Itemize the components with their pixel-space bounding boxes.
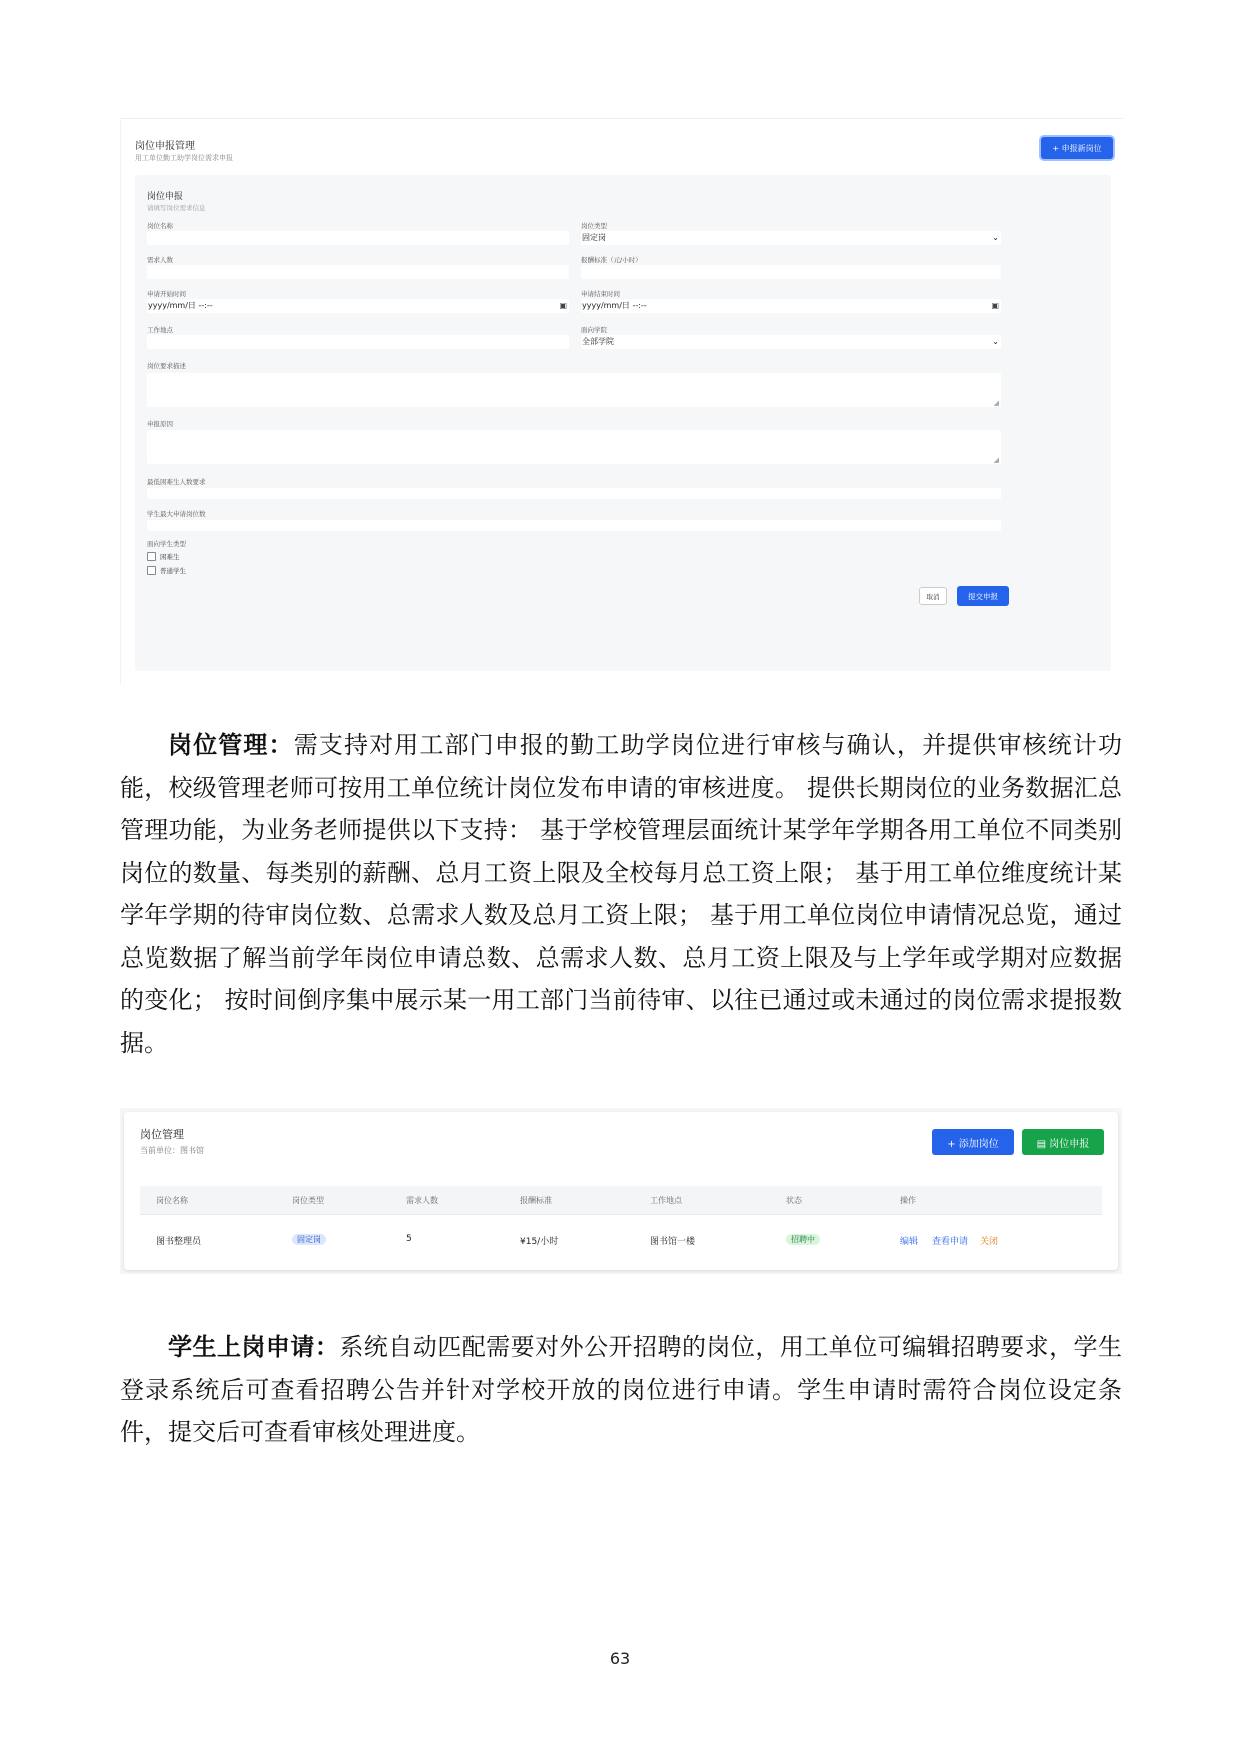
edit-link[interactable]: 编辑 (900, 1237, 919, 1247)
chevron-down-icon: ⌄ (992, 233, 999, 242)
paragraph-heading: 岗位管理： (168, 731, 294, 759)
col-header-name: 岗位名称 (156, 1196, 188, 1205)
new-job-button[interactable]: + 申报新岗位 (1041, 137, 1113, 159)
panel-subtitle: 请填写岗位需求信息 (147, 204, 206, 212)
col-header-status: 状态 (786, 1196, 802, 1205)
calendar-icon[interactable]: ▣ (559, 301, 567, 310)
max-apply-label: 学生最大申请岗位数 (147, 510, 206, 518)
cell-job-name: 图书整理员 (156, 1237, 202, 1247)
college-label: 面向学院 (581, 326, 607, 334)
job-type-badge: 固定岗 (292, 1234, 326, 1245)
normal-student-checkbox[interactable] (147, 566, 156, 575)
job-management-card (124, 1112, 1118, 1270)
cell-location: 图书馆一楼 (650, 1237, 696, 1247)
current-unit: 当前单位：图书馆 (140, 1146, 204, 1155)
cell-status (786, 1234, 820, 1245)
max-apply-input[interactable] (147, 520, 1001, 531)
paragraph-body: 需支持对用工部门申报的勤工助学岗位进行审核与确认，并提供审核统计功能，校级管理老师可按用工单位统计岗位发布申请的审核进度。 提供长期岗位的业务数据汇总管理功能，为业务老师提供以下支持： 基于学校管理层面统计某学年学期各用工单位不同类别岗位的数量、每类别的薪酬、总月工资上限及全校每月总工资上限； 基于用工单位维度统计某学年学期的待审岗位数、总需求人数及总月工资上限； 基于用工单位岗位申请情况总览，通过总览数据了解当前学年岗位申请总数、总需求人数、总月工资上限及与上学年或学期对应数据的变化； 按时间倒序集中展示某一用工部门当前待审、以往已通过或未通过的岗位需求提报数据。 (120, 731, 1123, 1057)
view-applications-link[interactable]: 查看申请 (932, 1237, 969, 1247)
job-type-label: 岗位类型 (581, 222, 607, 230)
application-form-screenshot (120, 118, 1123, 684)
close-link[interactable]: 关闭 (980, 1237, 999, 1247)
col-header-actions: 操作 (900, 1196, 916, 1205)
cell-pay: ¥15/小时 (520, 1237, 559, 1247)
page-title: 岗位申报管理 (135, 141, 195, 152)
start-time-value: yyyy/mm/日 --:-- (148, 301, 213, 310)
job-management-paragraph (120, 724, 1122, 1064)
col-header-location: 工作地点 (650, 1196, 682, 1205)
resize-handle-icon[interactable]: ◢ (993, 399, 999, 407)
resize-handle-icon[interactable]: ◢ (993, 456, 999, 464)
job-name-input[interactable] (147, 231, 569, 245)
paragraph-heading: 学生上岗申请： (168, 1333, 340, 1361)
start-time-label: 申请开始时间 (147, 290, 186, 298)
panel-title: 岗位申报 (147, 192, 184, 202)
job-management-screenshot (120, 1108, 1122, 1274)
submit-button[interactable]: 提交申报 (957, 586, 1009, 606)
poor-student-label: 困难生 (160, 553, 180, 561)
location-input[interactable] (147, 335, 569, 349)
reason-label: 申报原因 (147, 420, 173, 428)
chevron-down-icon: ⌄ (992, 337, 999, 346)
description-label: 岗位要求描述 (147, 362, 186, 370)
col-header-type: 岗位类型 (292, 1196, 324, 1205)
job-apply-button[interactable]: ▤ 岗位申报 (1022, 1129, 1104, 1155)
normal-student-label: 普通学生 (160, 567, 186, 575)
job-type-value: 固定岗 (582, 233, 606, 242)
table-header (140, 1186, 1102, 1214)
pay-input[interactable] (581, 265, 1001, 279)
col-header-pay: 报酬标准 (520, 1196, 552, 1205)
description-textarea[interactable] (147, 373, 1001, 407)
student-application-paragraph (120, 1326, 1122, 1454)
college-value: 全部学院 (582, 337, 614, 346)
student-type-label: 面向学生类型 (147, 540, 186, 548)
cell-count: 5 (406, 1234, 412, 1244)
end-time-input[interactable] (581, 299, 1001, 313)
location-label: 工作地点 (147, 326, 173, 334)
start-time-input[interactable] (147, 299, 569, 313)
min-poor-label: 最低困难生人数要求 (147, 478, 206, 486)
headcount-input[interactable] (147, 265, 569, 279)
status-badge: 招聘中 (786, 1234, 820, 1245)
end-time-value: yyyy/mm/日 --:-- (582, 301, 647, 310)
add-job-button[interactable]: + 添加岗位 (932, 1129, 1014, 1155)
col-header-count: 需求人数 (406, 1196, 438, 1205)
headcount-label: 需求人数 (147, 256, 173, 264)
end-time-label: 申请结束时间 (581, 290, 620, 298)
page-number: 63 (609, 1649, 631, 1668)
row-divider (140, 1214, 1102, 1215)
job-type-select[interactable] (581, 231, 1001, 245)
min-poor-input[interactable] (147, 488, 1001, 499)
paragraph-body: 系统自动匹配需要对外公开招聘的岗位，用工单位可编辑招聘要求，学生登录系统后可查看招聘公告并针对学校开放的岗位进行申请。学生申请时需符合岗位设定条件，提交后可查看审核处理进度。 (120, 1333, 1123, 1446)
cancel-button[interactable]: 取消 (919, 587, 947, 605)
college-select[interactable] (581, 335, 1001, 349)
poor-student-checkbox[interactable] (147, 552, 156, 561)
application-panel (135, 175, 1111, 671)
page-subtitle: 用工单位勤工助学岗位需求申报 (135, 154, 233, 162)
card-title: 岗位管理 (140, 1128, 184, 1141)
job-name-label: 岗位名称 (147, 222, 173, 230)
pay-label: 报酬标准（元/小时） (581, 256, 642, 264)
cell-job-type (292, 1234, 326, 1245)
reason-textarea[interactable] (147, 430, 1001, 464)
calendar-icon[interactable]: ▣ (991, 301, 999, 310)
